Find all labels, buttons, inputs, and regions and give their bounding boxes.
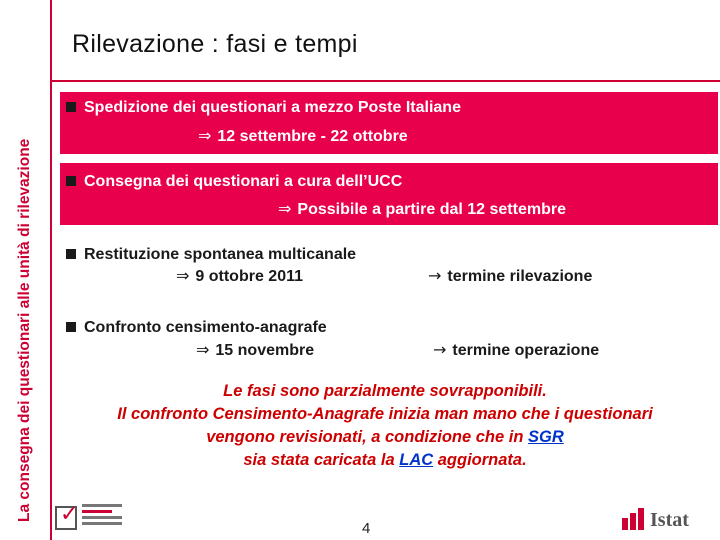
phase-detail — [196, 340, 314, 360]
overlap-note — [70, 380, 700, 472]
implies-icon: ⇒ — [176, 266, 190, 285]
implies-icon: ⇒ — [196, 340, 210, 359]
page-title: Rilevazione : fasi e tempi — [72, 30, 358, 58]
phase-item — [66, 99, 461, 117]
istat-bars-icon — [622, 508, 646, 530]
phase-outcome — [428, 266, 592, 286]
phase-outcome — [433, 340, 599, 360]
note-line: Le fasi sono parzialmente sovrapponibili. — [223, 382, 547, 400]
implies-icon: ⇒ — [198, 126, 212, 145]
side-banner — [0, 0, 50, 540]
phase-item — [66, 319, 327, 337]
phase-detail — [198, 126, 408, 146]
phase-outcome-text: termine rilevazione — [447, 268, 593, 285]
phase-date: 9 ottobre 2011 — [195, 268, 304, 285]
phase-item — [66, 246, 356, 264]
page-number: 4 — [362, 520, 371, 537]
phase-box-shipping — [60, 92, 718, 154]
phase-label: Restituzione spontanea multicanale — [84, 246, 357, 263]
bullet-icon — [66, 102, 76, 112]
bullet-icon — [66, 176, 76, 186]
title-divider — [52, 80, 720, 82]
phase-item — [66, 173, 402, 191]
phase-outcome-text: termine operazione — [452, 342, 600, 359]
phase-detail — [278, 199, 566, 219]
arrow-right-icon: → — [428, 266, 442, 285]
note-text: sia stata caricata la — [243, 451, 400, 469]
phase-label: Spedizione dei questionari a mezzo Poste Italiane — [84, 99, 461, 116]
side-banner-text: La consegna dei questionari alle unità di rilevazione — [16, 138, 33, 522]
implies-icon: ⇒ — [278, 199, 292, 218]
note-text: aggiornata. — [433, 451, 527, 469]
phase-detail — [176, 266, 303, 286]
istat-logo — [622, 508, 689, 530]
arrow-right-icon: → — [433, 340, 447, 359]
note-text: vengono revisionati, a condizione che in — [206, 428, 529, 446]
phase-label: Consegna dei questionari a cura dell’UCC — [84, 173, 403, 190]
phase-date: Possibile a partire dal 12 settembre — [297, 201, 566, 218]
phase-date: 15 novembre — [215, 342, 315, 359]
bullet-icon — [66, 249, 76, 259]
phase-date: 12 settembre - 22 ottobre — [217, 128, 408, 145]
lac-link[interactable]: LAC — [399, 451, 434, 469]
note-line — [70, 426, 700, 449]
census-logo-lines — [82, 504, 122, 528]
census-logo — [55, 500, 125, 538]
sgr-link[interactable]: SGR — [528, 428, 564, 446]
istat-wordmark: Istat — [650, 509, 689, 531]
phase-label: Confronto censimento-anagrafe — [84, 319, 327, 336]
note-line — [70, 449, 700, 472]
bullet-icon — [66, 322, 76, 332]
checkbox-logo-icon: ✓ — [55, 506, 77, 530]
note-line: Il confronto Censimento-Anagrafe inizia man mano che i questionari — [117, 405, 653, 423]
phase-box-delivery — [60, 163, 718, 225]
